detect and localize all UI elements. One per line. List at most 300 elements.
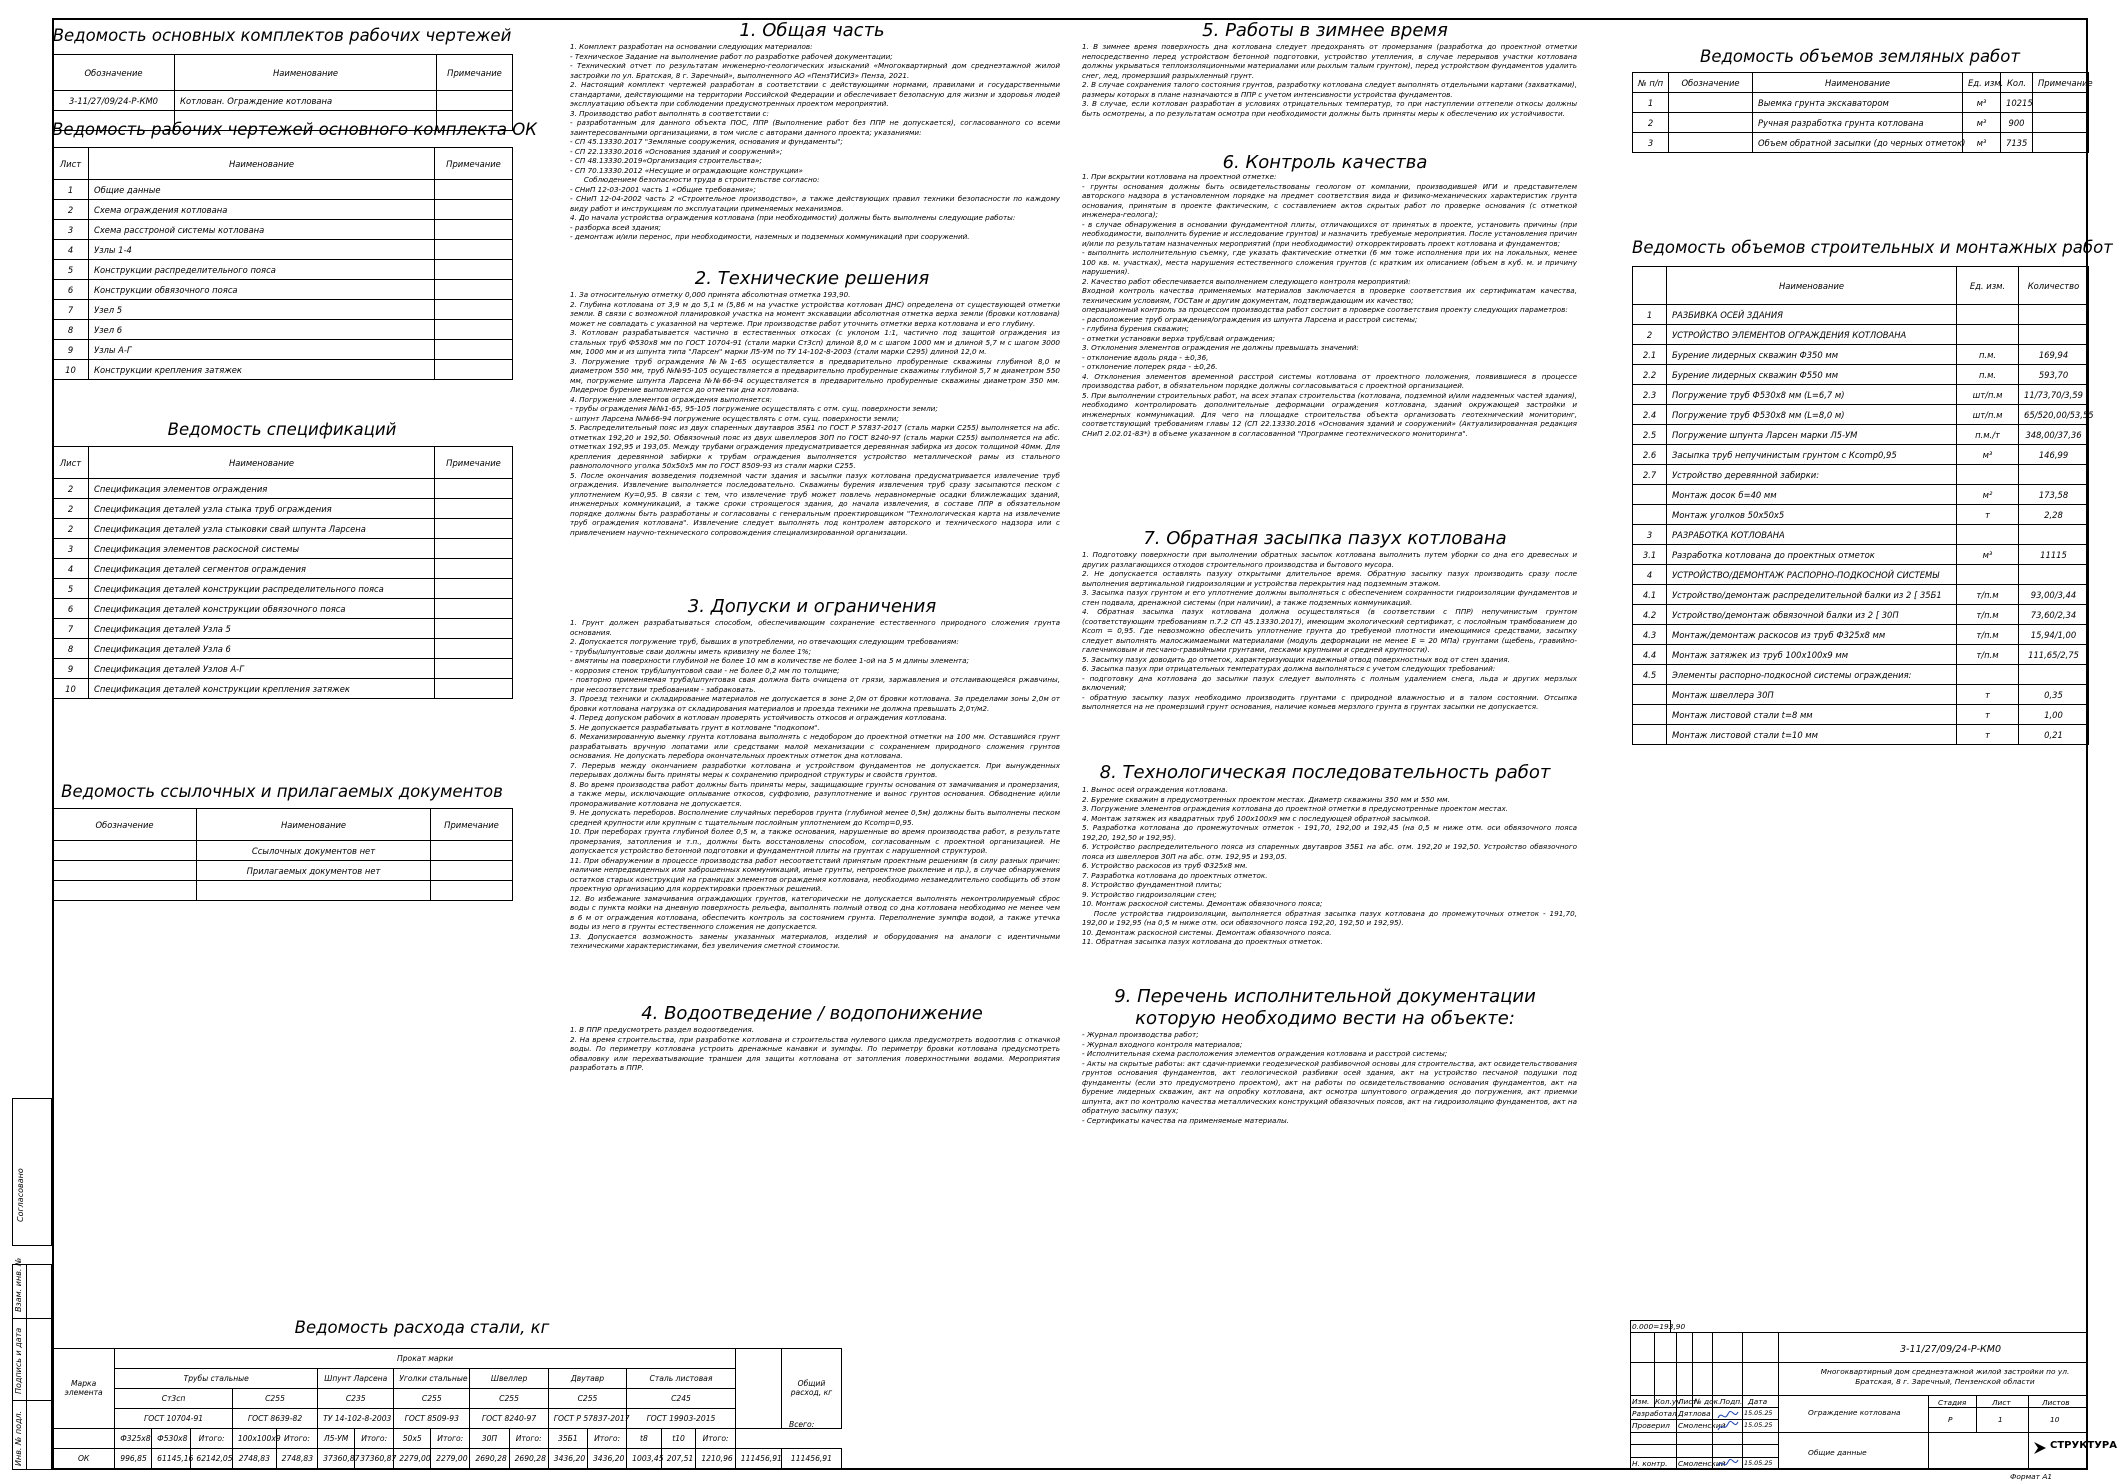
cell: Узел 5 xyxy=(89,300,435,320)
table-row xyxy=(1633,605,2089,625)
cell xyxy=(435,579,513,599)
cell: 4.3 xyxy=(1633,625,1667,645)
section-6-text: 1. При вскрытии котлована на проектной отметке: - грунты основания должны быть освидетельствованы геологом от компании, производившей ИГИ и представителем авторского надзора в установленном порядке на предмет соответствия вида и физико-механических характеристик грунта основания, принятым в проекте фактическим, с составлением актов скрытых работ по проверке основания (с отметкой инженера-геолога); - в случае обнаружения в основании фундаментной плиты, отличающихся от принятых в проекте, установить причины (при необходимости, выполнить бурение и исследование грунтов) и назначить требуемые мероприятия. После установления причин и/или по результатам назначенных мероприятий (при необходимости) откорректировать проект котлована и фундаментов; - выполнить исполнительную съемку, где указать фактические отметки (6 мм тоже исполнения при их на локальных, менее 100 кв. м. участках), места нарушения естественного сложения грунтов (с кратким их описанием (объем в куб. м. и причину нарушения). 2. Качество работ обеспечивается выполнением следующего контроля мероприятий: Входной контроль качества применяемых материалов заключается в проверке соответствия их сертификатам качества, техническим условиям, ГОСТам и другим документам, подтверждающим их качество; операционный контроль за процессом производства работ состоит в проверке соответствия проекту следующих параметров: - расположение труб ограждения/ограждения из шпунта Ларсена и расстрой системы; - глубина бурения скважин; - отметки установки верха труб/свай ограждения; 3. Отклонения элементов ограждения не должны превышать значений: - отклонение вдоль ряда - ±0,36, - отклонение поперек ряда - ±0,26. 4. Отклонения элементов временной расстрой системы котлована от проектного положения, появившиеся в процессе производства работ, в обязательном порядке должны согласовываться с проектной организацией. 5. При выполнении строительных работ, на всех этапах строительства (котлована, подземной и/или надземных частей здания), необходимо контролировать дополнительные деформации ограждения котлована, зданий окружающей застройки и инженерных коммуникаций. Для чего на площадке строительства объекта организовать геотехнический мониторинг, соответствующий требованиям главы 12 (СП 22.13330.2016 «Основания зданий и сооружений» (Актуализированная редакция СНиП 2.02.01-83*) в объеме указанном в согласованной "Программе геотехнического мониторинга". xyxy=(1082,172,1577,438)
cell: 4.1 xyxy=(1633,585,1667,605)
cell: 15,94/1,00 xyxy=(2019,625,2089,645)
cell xyxy=(435,599,513,619)
podp-data-label: Подпись и дата xyxy=(14,1327,23,1394)
cell xyxy=(435,499,513,519)
cell: 173,58 xyxy=(2019,485,2089,505)
cell: т/п.м xyxy=(1957,585,2019,605)
vzam-label: Взам. инв. № xyxy=(14,1257,23,1312)
cell: Погружение труб Ф530х8 мм (L=8,0 м) xyxy=(1667,405,1957,425)
cell: 146,99 xyxy=(2019,445,2089,465)
col-header: Общий расход, кг xyxy=(781,1349,841,1429)
steel-size-cell: Итого: xyxy=(276,1429,318,1449)
cell xyxy=(2033,93,2089,113)
cell: Устройство деревянной забирки: xyxy=(1667,465,1957,485)
format-label: Формат А1 xyxy=(2010,1472,2053,1481)
cell: Спецификация деталей конструкции крепления затяжек xyxy=(89,679,435,699)
sheet-name: Общие данные xyxy=(1808,1448,1867,1457)
cell: УСТРОЙСТВО/ДЕМОНТАЖ РАСПОРНО-ПОДКОСНОЙ СИСТЕМЫ xyxy=(1667,565,1957,585)
cell: 73,60/2,34 xyxy=(2019,605,2089,625)
table-row xyxy=(1633,93,2089,113)
cell xyxy=(2019,465,2089,485)
cell: 2,28 xyxy=(2019,505,2089,525)
table-row xyxy=(53,220,513,240)
cell: Спецификация деталей сегментов ограждения xyxy=(89,559,435,579)
cell: 9 xyxy=(53,659,89,679)
cell xyxy=(1633,505,1667,525)
cell: Спецификация деталей узла стыка труб ограждения xyxy=(89,499,435,519)
cell xyxy=(1633,485,1667,505)
cell xyxy=(435,539,513,559)
cell xyxy=(435,340,513,360)
register-ok-title: Ведомость рабочих чертежей основного комплекта ОК xyxy=(52,120,537,139)
cell: 3 xyxy=(1633,525,1667,545)
cell: Узел 6 xyxy=(89,320,435,340)
section-2-text: 1. За относительную отметку 0,000 принята абсолютная отметка 193,90. 2. Глубина котлована от 3,9 м до 5,1 м (5,86 м на участке устройства котлован ДНС) определена от существующей отметки земли. В связи с возможной планировкой участка на момент экскавации абсолютная отметка верха земли (бровки котлована) может не совпадать с указанной на чертеже. При производстве работ уточнить отметки верха котлована и его глубину. 3. Котлован разрабатывается частично в естественных откосах (с уклоном 1:1, частично под защитой ограждения из стальных труб Ф530х8 мм по ГОСТ 10704-91 (стали марки Ст3сп) длиной 8,0 м с шагом 1000 мм и длиной 5,7 м с шагом 3000 мм, 1000 мм и из шпунта типа "Ларсен" марки Л5-УМ по ТУ 14-102-8-2003 (стали марки С295) длиной 12,0 м. 3. Погружение труб ограждения №№1-65 осуществляется в предварительно пробуренные скважины глубиной 8,0 м диаметром 550 мм, труб №№95-105 осуществляется в предварительно пробуренные скважины глубиной 5,7 м диаметром 550 мм, погружение шпунта Ларсена №№66-94 осуществляется в предварительно пробуренные скважины диаметром 350 мм. Лидерное бурение выполняется до отметки дна котлована. 4. Погружение элементов ограждения выполняется: - трубы ограждения №№1-65, 95-105 погружение осуществлять с отм. сущ. поверхности земли; - шпунт Ларсена №№66-94 погружение осуществлять с отм. сущ. поверхности земли; 5. Распределительный пояс из двух спаренных двутавров 35Б1 по ГОСТ Р 57837-2017 (сталь марки С255) выполняется на абс. отметках 192,20 и 192,50. Обвязочный пояс из двух швеллеров 30П по ГОСТ 8240-97 (сталь марки С255) выполняется на абс. отметках 192,95 и 193,05. Между трубами ограждения предусматривается деревянная забирка из досок толщиной 40мм. Для крепления деревянной забирки к трубам ограждения выполняется устройство металлической рамы из стального равнополочного уголка 50х50х5 мм по ГОСТ 8509-93 из стали марки С255. 5. После окончания возведения подземной части здания и засыпки пазух котлована предусматривается извлечение труб ограждения. Извлечение выполняется последовательно. Скважины бурения извлечения труб сразу засыпаются песком с уплотнением Ку=0,95. В связи с тем, что извлечение труб может повлечь неравномерные осадки ближлежащих зданий, инженерных коммуникаций, а также сроки строящегося здания, до начала извлечения, в составе ППР в обязательном порядке должны быть разработаны и согласованы с генеральным проектировщиком "Технологическая карта на извлечение труб ограждения котлована". Извлечение следует выполнять под контролем авторского и технического надзора или с привлечением научно-технического сопровождения специализированной организации. xyxy=(570,290,1060,537)
cell: Спецификация элементов ограждения xyxy=(89,479,435,499)
register-spec-table: Лист Наименование Примечание 2 Спецификация элементов ограждения 2 Спецификация деталей узла стыка труб ограждения 2 Спецификация деталей узла стыковки свай шпунта Ларсена 3 Спецификация элементов раскосной системы 4 Спецификация деталей сегментов ограждения 5 Спецификация деталей конструкции распределительного пояса 6 Спецификация деталей конструкции обвязочного пояса 7 Спецификация деталей Узла 5 8 Спецификация деталей Узла 6 9 Спецификация деталей Узлов А-Г 10 Спецификация деталей конструкции крепления затяжек xyxy=(52,446,513,699)
table-row xyxy=(1633,405,2089,425)
table-row xyxy=(1633,545,2089,565)
cell: Разработка котлована до проектных отметок xyxy=(1667,545,1957,565)
cell: 4 xyxy=(53,240,89,260)
section-1-title: 1. Общая часть xyxy=(739,20,885,41)
cell: шт/п.м xyxy=(1957,385,2019,405)
cell: Монтаж листовой стали t=8 мм xyxy=(1667,705,1957,725)
cell: 0,21 xyxy=(2019,725,2089,745)
steel-size-cell: t10 xyxy=(661,1429,696,1449)
cell: Спецификация деталей Узла 5 xyxy=(89,619,435,639)
steel-size-cell: Итого: xyxy=(587,1429,626,1449)
cell: 593,70 xyxy=(2019,365,2089,385)
cell: Спецификация деталей Узлов А-Г xyxy=(89,659,435,679)
cell: РАЗРАБОТКА КОТЛОВАНА xyxy=(1667,525,1957,545)
cell: 5 xyxy=(53,579,89,599)
section-3-text: 1. Грунт должен разрабатываться способом, обеспечивающим сохранение естественного природного сложения грунта основания. 2. Допускается погружение труб, бывших в употреблении, но отвечающих следующим требованиям: - трубы/шпунтовые сваи должны иметь кривизну не более 1%; - вмятины на поверхности глубиной не более 10 мм в количестве не более 1-ой на 5 м длины элемента; - коррозия стенок труб/шпунтовой сваи - не более 0,2 мм по толщине; - повторно применяемая труба/шпунтовая свая должна быть очищена от грязи, заржавления и отслаивающейся ржавчины, при несоответствии требованиям - забраковать. 3. Проезд техники и складирование материалов не допускается в зоне 2,0м от бровки котлована. За пределами зоны 2,0м от бровки котлована нагрузка от складирования материалов и проезда техники не должна превышать 2,0т/м2. 4. Перед допуском рабочих в котлован проверять устойчивость откосов и ограждения котлована. 5. Не допускается разрабатывать грунт в котловане "подкопом". 6. Механизированную выемку грунта котлована выполнять с недобором до проектной отметки на 100 мм. Оставшийся грунт разрабатывать вручную лопатами или средствами малой механизации с сохранением природного сложения грунтов основания. Не допускать перебора окончательных проектных отметок дна котлована. 7. Перерыв между окончанием разработки котлована и устройством фундаментов не допускается. При вынужденных перерывах должны быть приняты меры к сохранению природной структуры и свойств грунтов. 8. Во время производства работ должны быть приняты меры, защищающие грунты основания от замачивания и промерзания, а также меры, исключающие оплывание откосов, суффозию, разуплотнение и вынос грунтов основания. Обводнение и/или промораживание котлована не допускается. 9. Не допускать переборов. Восполнение случайных переборов грунта (глубиной менее 0,5м) должны быть выполнены песком средней крупности или крупным с тщательным послойным уплотнением до Ксоmp=0,95. 10. При переборах грунта глубиной более 0,5 м, а также основания, нарушенные во время производства работ, в результате промерзания, затопления и т.п., должны быть восстановлены способом, согласованным с проектной организацией. Не допускается устройство бетонной подготовки и фундаментной плиты на грунтах с нарушенной структурой. 11. При обнаружении в процессе производства работ несоответствий принятым проектным решениям (в силу разных причин: наличие непредвиденных или заброшенных коммуникаций, иные грунты, непроектное рыхление и пр.), в случае обнаружения остатков старых конструкций на границах элементов ограждения котлована, необходимо незамедлительно сообщить об этом проектную организацию для корректировки проектных решений. 12. Во избежание замачивания ограждающих грунтов, категорически не допускается выполнять неконтролируемый сброс воды с пункта мойки на дневную поверхность рельефа, выполнять полный отвод со дна котлована необходимо не менее чем в 6 м от ограждения котлована, обеспечить контроль за состоянием грунта. Переполнение зумпфа водой, а также утечка воды из него в грунты естественного сложения не допускается. 13. Допускается возможность замены указанных материалов, изделий и оборудования на аналоги с идентичными техническими характеристиками, без увеличения сметной стоимости. xyxy=(570,618,1060,950)
steel-value-cell: 3436,20 xyxy=(548,1449,587,1469)
cell xyxy=(435,679,513,699)
cell: Ссылочных документов нет xyxy=(197,841,431,861)
cell: 1 xyxy=(1633,305,1667,325)
table-row xyxy=(1633,485,2089,505)
steel-size-cell: Ф325х8 xyxy=(115,1429,152,1449)
section-5-text: 1. В зимнее время поверхность дна котлована следует предохранять от промерзания (разработка до проектной отметки непосредственно перед устройством бетонной подготовки, устройство утепления, в случае перерывов участки котлована должны укрываться теплоизоляционными материалами или рыхлым талым грунтом), перед устройством фундаментов удалить снег, лед, промерзший разрыхленный грунт. 2. В случае сохранения талого состояния грунтов, разработку котлована следует выполнять отдельными картами (захватками), размеры которых в плане назначаются в ППР с учетом интенсивности устройства фундаментов. 3. В случае, если котлован разработан в условиях отрицательных температур, то при наступлении оттепели откосы должны быть осмотрены, а по результатам осмотра при необходимости должны быть приняты меры к обеспечению их устойчивости. xyxy=(1082,42,1577,118)
cell: Монтаж швеллера 30П xyxy=(1667,685,1957,705)
table-row xyxy=(1633,685,2089,705)
cell: 6 xyxy=(53,599,89,619)
cell: 11115 xyxy=(2019,545,2089,565)
col-header: Обозначение xyxy=(53,55,175,91)
cell: Прилагаемых документов нет xyxy=(197,861,431,881)
title-block: 0.000=193,90 3-11/27/09/24-Р-КМ0 Многоквартирный дом среднеэтажной жилой застройки по ул. Братская, 8 г. Заречный, Пензенской области Ограждение котлована Общие данные Стадия Лист Листов Р 1 10 Изм. Кол.уч Лист № док. Подп. Дата Разработал Дятлова 15.05.25 Проверил Смоленский 15.05.25 Н. контр. Смоленский 15.05.25 СТРУКТУРА xyxy=(1632,1322,2117,1468)
section-9-text: - Журнал производства работ; - Журнал входного контроля материалов; - Исполнительная схема расположения элементов ограждения котлована и расстрой системы; - Акты на скрытые работы: акт сдачи-приемки геодезической разбивочной основы для строительства, акт освидетельствования грунтов основания фундаментов, акт геологической разбивки осей здания, акт на устройство песчаной подушки под фундаменты (если это предусмотрено проектом), акт на работы по освидетельствованию основания фундаментов, акт на бурение лидерных скважин, акт на опробку котлована, акт осмотра шпунтового ограждения до погружения, акт приемки шпунта, акт по контролю качества металлических конструкций обвязочных поясов, акт на гидроизоляцию фундаментов, акт на обратную засыпку пазух; - Сертификаты качества на применяемые материалы. xyxy=(1082,1030,1577,1125)
section-7-title: 7. Обратная засыпка пазух котлована xyxy=(1143,528,1507,549)
cell: 9 xyxy=(53,340,89,360)
table-row xyxy=(53,619,513,639)
cell: 3 xyxy=(53,539,89,559)
cell: 10 xyxy=(53,360,89,380)
table-row xyxy=(1633,645,2089,665)
cell: Схема ограждения котлована xyxy=(89,200,435,220)
table-row xyxy=(53,519,513,539)
cell xyxy=(1957,525,2019,545)
cell: Выемка грунта экскаватором xyxy=(1753,93,1963,113)
cell: 2.2 xyxy=(1633,365,1667,385)
cell: 8 xyxy=(53,320,89,340)
cell: Бурение лидерных скважин Ф550 мм xyxy=(1667,365,1957,385)
cell xyxy=(1669,113,1753,133)
cell xyxy=(435,559,513,579)
cell: Общие данные xyxy=(89,180,435,200)
steel-table: Марка элемента Прокат марки Общий расход, кг Трубы стальные Шпунт Ларсена Уголки стальные Швеллер Двутавр Сталь листовая Ст3сп С255 С235 С255 С255 С255 С245 ГОСТ 10704-91 ГОСТ 8639-82 ТУ 14-102-8-2003 ГОСТ 8509-93 ГОСТ 8240-97 ГОСТ Р 57837-2017 ГОСТ 19903-2015 Ф325х8 Ф530х8 Итого: 100х100х9 Итого: Л5-УМ Итого: 50х5 Итого: 30П Итого: 35Б1 Итого: t8 t10 Итого: ОК 996,85 61145,16 62142,05 2748,83 2748,83 37360,87 37360,87 2279,00 2279,00 2690,28 2690,28 3436,20 3436,20 1003,45 207,51 1210,96 111456,91 111456,91 xyxy=(52,1348,842,1469)
cell: 2 xyxy=(1633,325,1667,345)
cell xyxy=(1957,465,2019,485)
table-row xyxy=(53,579,513,599)
table-row xyxy=(53,200,513,220)
section-1-text: 1. Комплект разработан на основании следующих материалов: - Техническое Задание на выполнение работ по разработке рабочей документации; - Технический отчет по результатам инженерно-геологических изысканий «Многоквартирный дом среднеэтажной жилой застройки по ул. Братская, 8 г. Заречный», выполненного АО «ПензТИСИЗ» Пенза, 2021. 2. Настоящий комплект чертежей разработан в соответствии с действующими нормами, правилами и государственными стандартами, действующими на территории Российской Федерации и обеспечивает безопасную для жизни и здоровья людей эксплуатацию объекта при соблюдении предусмотренных проектом мероприятий. 3. Производство работ выполнять в соответствии с: - разработанным для данного объекта ПОС, ППР (Выполнение работ без ППР не допускается), согласованного со всеми заинтересованными организациями, в том числе с авторами данного проекта; указаниями: - СП 45.13330.2017 "Земляные сооружения, основания и фундаменты"; - СП 22.13330.2016 «Основания зданий и сооружений»; - СП 48.13330.2019«Организация строительства»; - СП 70.13330.2012 «Несущие и ограждающие конструкции» Соблюдением безопасности труда в строительстве согласно: - СНиП 12-03-2001 часть 1 «Общие требования»; - СНиП 12-04-2002 часть 2 «Строительное производство», а также действующих правил техники безопасности по каждому виду работ и инструкциям по эксплуатации применяемых механизмов. 4. До начала устройства ограждения котлована (при необходимости) должны быть выполнены следующие работы: - разборка всей здания; - демонтаж и/или перенос, при необходимости, наземных и подземных коммуникаций при сооружений. xyxy=(570,42,1060,241)
cell: т xyxy=(1957,685,2019,705)
cell xyxy=(435,180,513,200)
table-row xyxy=(1633,365,2089,385)
cell: Спецификация деталей Узла 6 xyxy=(89,639,435,659)
cell: Ручная разработка грунта котлована xyxy=(1753,113,1963,133)
register-main-title: Ведомость основных комплектов рабочих чертежей xyxy=(52,26,512,45)
zero-mark: 0.000=193,90 xyxy=(1632,1322,1686,1331)
table-row xyxy=(53,260,513,280)
steel-size-cell: Итого: xyxy=(696,1429,735,1449)
steel-value-cell: 2279,00 xyxy=(394,1449,431,1469)
steel-size-cell: Итого: xyxy=(355,1429,394,1449)
cell xyxy=(2019,565,2089,585)
cell xyxy=(435,619,513,639)
register-ok-table: Лист Наименование Примечание 1 Общие данные 2 Схема ограждения котлована 3 Схема расстроной системы котлована 4 Узлы 1-4 5 Конструкции распределительного пояса 6 Конструкции обвязочного пояса 7 Узел 5 8 Узел 6 9 Узлы А-Г 10 Конструкции крепления затяжек xyxy=(52,147,513,380)
register-spec-title: Ведомость спецификаций xyxy=(167,420,397,439)
steel-size-cell: 50х5 xyxy=(394,1429,431,1449)
cell: Спецификация деталей конструкции обвязочного пояса xyxy=(89,599,435,619)
steel-size-cell: Итого: xyxy=(509,1429,548,1449)
col-header: Примечание xyxy=(437,55,513,91)
cell: шт/п.м xyxy=(1957,405,2019,425)
cell: 2 xyxy=(53,519,89,539)
cell: 0,35 xyxy=(2019,685,2089,705)
cell: 2.5 xyxy=(1633,425,1667,445)
cell: 2 xyxy=(53,479,89,499)
cell: Монтаж листовой стали t=10 мм xyxy=(1667,725,1957,745)
cell: 10215 xyxy=(2001,93,2033,113)
table-row xyxy=(1633,525,2089,545)
table-row xyxy=(1633,325,2089,345)
cell: 2.7 xyxy=(1633,465,1667,485)
cell xyxy=(435,479,513,499)
section-2-title: 2. Технические решения xyxy=(694,268,930,289)
steel-row-mark: ОК xyxy=(53,1449,115,1469)
cell: 10 xyxy=(53,679,89,699)
cell xyxy=(1633,725,1667,745)
cell xyxy=(1957,565,2019,585)
steel-value-cell: 2748,83 xyxy=(276,1449,318,1469)
cell: Спецификация деталей конструкции распределительного пояса xyxy=(89,579,435,599)
cell: м³ xyxy=(1957,445,2019,465)
cell: 1 xyxy=(1633,93,1669,113)
steel-size-cell: t8 xyxy=(627,1429,662,1449)
table-row xyxy=(53,499,513,519)
table-row xyxy=(1633,113,2089,133)
steel-value-cell: 2748,83 xyxy=(232,1449,276,1469)
company-name: СТРУКТУРА xyxy=(2050,1440,2117,1451)
cell: т/п.м xyxy=(1957,625,2019,645)
cell: Монтаж досок б=40 мм xyxy=(1667,485,1957,505)
cell: м³ xyxy=(1963,113,2001,133)
table-row xyxy=(53,599,513,619)
cell: Схема расстроной системы котлована xyxy=(89,220,435,240)
steel-size-cell: Ф530х8 xyxy=(152,1429,191,1449)
steel-title: Ведомость расхода стали, кг xyxy=(294,1318,550,1337)
cell: 3 xyxy=(1633,133,1669,153)
section-6-title: 6. Контроль качества xyxy=(1222,152,1428,173)
table-row xyxy=(1633,345,2089,365)
cell: п.м./т xyxy=(1957,425,2019,445)
cell: т xyxy=(1957,505,2019,525)
build-works-title: Ведомость объемов строительных и монтажных работ xyxy=(1632,238,2113,257)
cell: 8 xyxy=(53,639,89,659)
cell: 3 xyxy=(53,220,89,240)
cell: Монтаж уголков 50х50х5 xyxy=(1667,505,1957,525)
cell xyxy=(1957,325,2019,345)
cell: Конструкции распределительного пояса xyxy=(89,260,435,280)
table-row xyxy=(1633,665,2089,685)
register-ref-table: Обозначение Наименование Примечание Ссылочных документов нет Прилагаемых документов нет xyxy=(52,808,513,901)
cell: 169,94 xyxy=(2019,345,2089,365)
cell xyxy=(435,360,513,380)
object-name: Многоквартирный дом среднеэтажной жилой застройки по ул. Братская, 8 г. Заречный, Пензенской области xyxy=(1820,1367,2070,1386)
cell: т/п.м xyxy=(1957,645,2019,665)
cell: т xyxy=(1957,705,2019,725)
cell xyxy=(2033,113,2089,133)
steel-value-cell: 111456,91 xyxy=(735,1449,781,1469)
table-row xyxy=(53,679,513,699)
cell: 4 xyxy=(1633,565,1667,585)
cell xyxy=(435,260,513,280)
cell: 4.2 xyxy=(1633,605,1667,625)
cell: 4 xyxy=(53,559,89,579)
company-logo-icon xyxy=(2032,1440,2048,1456)
section-4-text: 1. В ППР предусмотреть раздел водоотведения. 2. На время строительства, при разработке котлована и строительства нулевого цикла предусмотреть водоотлив с откачкой воды. По периметру котлована устроить дренажные канавки и зумпфы. По периметру бровки котлована предусмотреть обваловку или перехватывающие траншеи для защиты котлована от затопления поверхностными водами. Мероприятия разработать в ППР. xyxy=(570,1025,1060,1072)
cell: Спецификация элементов раскосной системы xyxy=(89,539,435,559)
cell: т xyxy=(1957,725,2019,745)
cell: Монтаж/демонтаж раскосов из труб Ф325х8 мм xyxy=(1667,625,1957,645)
cell: Котлован. Ограждение котлована xyxy=(175,91,437,111)
cell: Конструкции обвязочного пояса xyxy=(89,280,435,300)
steel-value-cell: 996,85 xyxy=(115,1449,152,1469)
table-row xyxy=(53,240,513,260)
cell: Бурение лидерных скважин Ф350 мм xyxy=(1667,345,1957,365)
steel-size-cell: 35Б1 xyxy=(548,1429,587,1449)
inv-podl-label: Инв. № подл. xyxy=(14,1410,23,1466)
cell xyxy=(435,639,513,659)
cell: м² xyxy=(1957,485,2019,505)
cell: 900 xyxy=(2001,113,2033,133)
steel-total-label: Всего: xyxy=(789,1420,815,1429)
steel-size-cell: Итого: xyxy=(191,1429,233,1449)
table-row xyxy=(1633,465,2089,485)
cell: м³ xyxy=(1963,93,2001,113)
cell: 7 xyxy=(53,300,89,320)
table-row xyxy=(53,639,513,659)
table-row xyxy=(53,280,513,300)
cell: 11/73,70/3,59 xyxy=(2019,385,2089,405)
cell xyxy=(1669,133,1753,153)
cell xyxy=(2019,525,2089,545)
cell: Устройство/демонтаж распределительной балки из 2 [ 35Б1 xyxy=(1667,585,1957,605)
steel-size-cell: Итого: xyxy=(431,1429,470,1449)
cell: 111,65/2,75 xyxy=(2019,645,2089,665)
cell: 3-11/27/09/24-Р-КМ0 xyxy=(53,91,175,111)
table-row xyxy=(1633,385,2089,405)
cell: м³ xyxy=(1957,545,2019,565)
steel-value-cell: 1210,96 xyxy=(696,1449,735,1469)
cell: 2.3 xyxy=(1633,385,1667,405)
cell xyxy=(1669,93,1753,113)
signature-icon xyxy=(1716,1408,1740,1432)
table-row xyxy=(1633,585,2089,605)
cell xyxy=(1957,305,2019,325)
steel-value-cell: 3436,20 xyxy=(587,1449,626,1469)
table-row xyxy=(53,300,513,320)
table-row xyxy=(53,539,513,559)
cell xyxy=(435,200,513,220)
cell: УСТРОЙСТВО ЭЛЕМЕНТОВ ОГРАЖДЕНИЯ КОТЛОВАНА xyxy=(1667,325,1957,345)
cell: РАЗБИВКА ОСЕЙ ЗДАНИЯ xyxy=(1667,305,1957,325)
section-3-title: 3. Допуски и ограничения xyxy=(687,596,937,617)
cell xyxy=(2019,325,2089,345)
steel-value-cell: 61145,16 xyxy=(152,1449,191,1469)
steel-value-cell: 1003,45 xyxy=(627,1449,662,1469)
cell: Конструкции крепления затяжек xyxy=(89,360,435,380)
steel-value-cell: 2690,28 xyxy=(470,1449,509,1469)
cell: Засыпка труб непучинистым грунтом с Ксоmp0,95 xyxy=(1667,445,1957,465)
cell xyxy=(1633,705,1667,725)
table-row xyxy=(53,360,513,380)
cell: 7 xyxy=(53,619,89,639)
table-row xyxy=(1633,133,2089,153)
cell xyxy=(1957,665,2019,685)
cell xyxy=(435,659,513,679)
cell: 2 xyxy=(1633,113,1669,133)
cell: 5 xyxy=(53,260,89,280)
section-5-title: 5. Работы в зимнее время xyxy=(1202,20,1448,41)
cell: 2 xyxy=(53,499,89,519)
cell xyxy=(435,320,513,340)
steel-value-cell: 37360,87 xyxy=(318,1449,355,1469)
cell: 1,00 xyxy=(2019,705,2089,725)
cell: Объем обратной засыпки (до черных отметок) xyxy=(1753,133,1963,153)
table-row xyxy=(53,320,513,340)
drawing-code: 3-11/27/09/24-Р-КМ0 xyxy=(1900,1344,2001,1355)
section-9-title: 9. Перечень исполнительной документации которую необходимо вести на объекте: xyxy=(1114,986,1536,1029)
table-row xyxy=(53,479,513,499)
section-8-title: 8. Технологическая последовательность работ xyxy=(1099,762,1551,783)
table-row xyxy=(53,559,513,579)
register-ref-title: Ведомость ссылочных и прилагаемых документов xyxy=(61,782,503,801)
table-row xyxy=(1633,705,2089,725)
cell: Монтаж затяжек из труб 100х100х9 мм xyxy=(1667,645,1957,665)
cell: 7135 xyxy=(2001,133,2033,153)
steel-value-cell: 207,51 xyxy=(661,1449,696,1469)
cell xyxy=(435,280,513,300)
cell xyxy=(435,220,513,240)
cell: 2.1 xyxy=(1633,345,1667,365)
cell: 2.4 xyxy=(1633,405,1667,425)
cell: 3.1 xyxy=(1633,545,1667,565)
table-row xyxy=(1633,305,2089,325)
cell: Узлы 1-4 xyxy=(89,240,435,260)
cell: 1 xyxy=(53,180,89,200)
col-header: Марка элемента xyxy=(53,1349,115,1429)
signature-icon xyxy=(1716,1456,1740,1470)
cell xyxy=(437,91,513,111)
cell: п.м. xyxy=(1957,345,2019,365)
cell xyxy=(1633,685,1667,705)
cell: Узлы А-Г xyxy=(89,340,435,360)
table-row xyxy=(53,340,513,360)
steel-value-cell: 2279,00 xyxy=(431,1449,470,1469)
cell: 4.5 xyxy=(1633,665,1667,685)
cell: 2.6 xyxy=(1633,445,1667,465)
cell xyxy=(2019,665,2089,685)
section-8-text: 1. Вынос осей ограждения котлована. 2. Бурение скважин в предусмотренных проектом местах. Диаметр скважины 350 мм и 550 мм. 3. Погружение элементов ограждения котлована до проектной отметки в предусмотренные проектом местах. 4. Монтаж затяжек из квадратных труб 100х100х9 мм с последующей обратной засыпкой. 5. Разработка котлована до промежуточных отметок - 191,70, 192,00 и 192,45 (на 0,5 м ниже отм. оси обвязочного пояса 192,20, 192,50 и 192,95). 6. Устройство распределительного пояса из спаренных двутавров 35Б1 на абс. отм. 192,20 и 192,50. Устройство обвязочного пояса из швеллеров 30П на абс. отм. 192,95 и 193,05. 6. Устройство раскосов из труб Ф325х8 мм. 7. Разработка котлована до проектных отметок. 8. Устройство фундаментной плиты; 9. Устройство гидроизоляции стен; 10. Монтаж раскосной системы. Демонтаж обвязочного пояса; После устройства гидроизоляции, выполняется обратная засыпка пазух котлована до промежуточных отметок - 191,70, 192,00 и 192,95 (на 0,5 м ниже отм. оси обвязочного пояса 192,20, 192,50 и 192,95). 10. Демонтаж раскосной системы. Демонтаж обвязочного пояса. 11. Обратная засыпка пазух котлована до проектных отметок. xyxy=(1082,785,1577,946)
col-header: Наименование xyxy=(175,55,437,91)
table-row xyxy=(53,180,513,200)
cell: Спецификация деталей узла стыковки свай шпунта Ларсена xyxy=(89,519,435,539)
cell: 348,00/37,36 xyxy=(2019,425,2089,445)
cell: п.м. xyxy=(1957,365,2019,385)
cell: 6 xyxy=(53,280,89,300)
earth-works-title: Ведомость объемов земляных работ xyxy=(1700,47,2020,66)
table-row xyxy=(53,659,513,679)
steel-size-cell: Л5-УМ xyxy=(318,1429,355,1449)
table-row xyxy=(1633,565,2089,585)
steel-size-cell: 30П xyxy=(470,1429,509,1449)
table-row xyxy=(1633,445,2089,465)
cell xyxy=(435,300,513,320)
table-row xyxy=(1633,725,2089,745)
build-works-table: Наименование Ед. изм. Количество 1 РАЗБИВКА ОСЕЙ ЗДАНИЯ 2 УСТРОЙСТВО ЭЛЕМЕНТОВ ОГРАЖДЕНИЯ КОТЛОВАНА 2.1 Бурение лидерных скважин Ф350 мм п.м. 169,94 2.2 Бурение лидерных скважин Ф550 мм п.м. 593,70 2.3 Погружение труб Ф530х8 мм (L=6,7 м) шт/п.м 11/73,70/3,59 2.4 Погружение труб Ф530х8 мм (L=8,0 м) шт/п.м 65/520,00/53,55 2.5 Погружение шпунта Ларсен марки Л5-УМ п.м./т 348,00/37,36 2.6 Засыпка труб непучинистым грунтом с Ксоmp0,95 м³ 146,99 2.7 Устройство деревянной забирки: Монтаж досок б=40 мм м² 173,58 Монтаж уголков 50х50х5 т 2,28 3 РАЗРАБОТКА КОТЛОВАНА 3.1 Разработка котлована до проектных отметок м³ 11115 4 УСТРОЙСТВО/ДЕМОНТАЖ РАСПОРНО-ПОДКОСНОЙ СИСТЕМЫ 4.1 Устройство/демонтаж распределительной балки из 2 [ 35Б1 т/п.м 93,00/3,44 4.2 Устройство/демонтаж обвязочной балки из 2 [ 30П т/п.м 73,60/2,34 4.3 Монтаж/демонтаж раскосов из труб Ф325х8 мм т/п.м 15,94/1,00 4.4 Монтаж затяжек из труб 100х100х9 мм т/п.м 111,65/2,75 4.5 Элементы распорно-подкосной системы ограждения: Монтаж швеллера 30П т 0,35 Монтаж листовой стали t=8 мм т 1,00 Монтаж листовой стали t=10 мм т 0,21 xyxy=(1632,266,2089,745)
cell: Погружение труб Ф530х8 мм (L=6,7 м) xyxy=(1667,385,1957,405)
table-row xyxy=(1633,425,2089,445)
cell: Погружение шпунта Ларсен марки Л5-УМ xyxy=(1667,425,1957,445)
earth-works-table: № п/п Обозначение Наименование Ед. изм. Кол. Примечание 1 Выемка грунта экскаватором м³ 10215 2 Ручная разработка грунта котлована м³ 900 3 Объем обратной засыпки (до черных отметок) м³ 7135 xyxy=(1632,72,2089,153)
col-header: Прокат марки xyxy=(115,1349,736,1369)
cell: 2 xyxy=(53,200,89,220)
cell: 93,00/3,44 xyxy=(2019,585,2089,605)
table-row xyxy=(1633,505,2089,525)
cell: Элементы распорно-подкосной системы ограждения: xyxy=(1667,665,1957,685)
table-row xyxy=(1633,625,2089,645)
cell: 65/520,00/53,55 xyxy=(2019,405,2089,425)
drawing-name: Ограждение котлована xyxy=(1808,1408,1901,1417)
agreed-label: Согласовано xyxy=(16,1168,25,1222)
steel-value-cell: 37360,87 xyxy=(355,1449,394,1469)
steel-value-cell: 62142,05 xyxy=(191,1449,233,1469)
steel-size-cell: 100х100х9 xyxy=(232,1429,276,1449)
cell: т/п.м xyxy=(1957,605,2019,625)
section-4-title: 4. Водоотведение / водопонижение xyxy=(641,1003,983,1024)
cell xyxy=(435,240,513,260)
cell xyxy=(2019,305,2089,325)
